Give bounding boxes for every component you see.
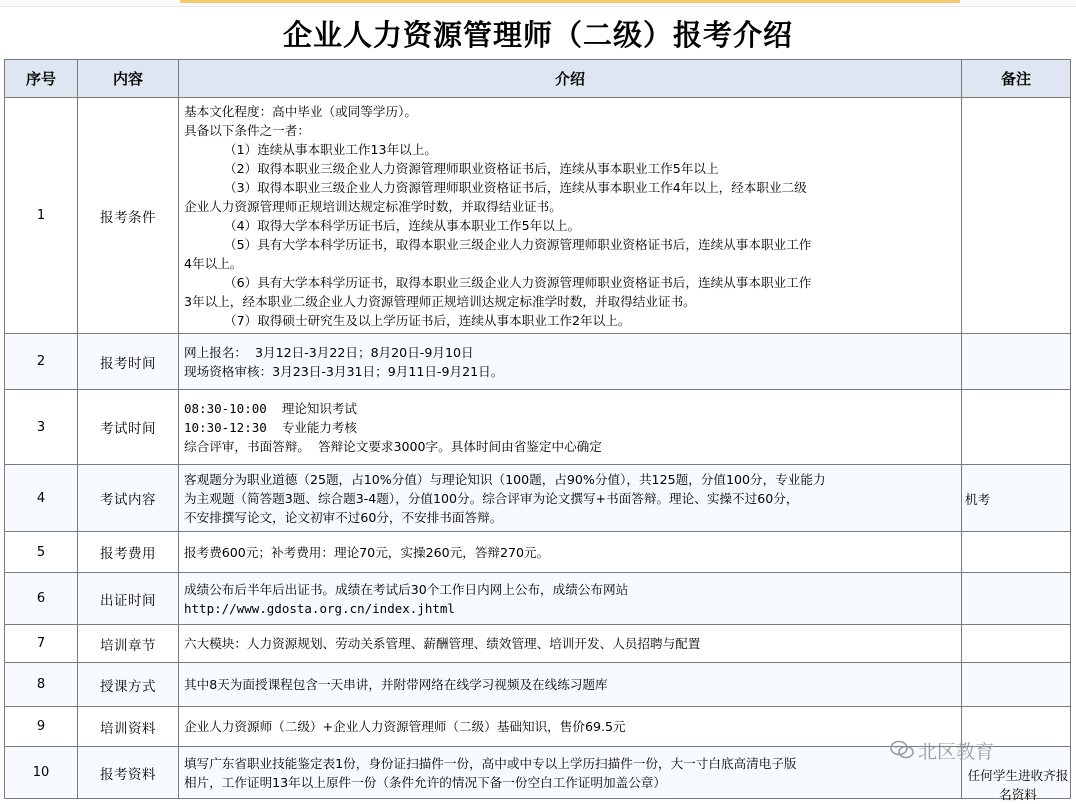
desc-line: 3年以上，经本职业二级企业人力资源管理师正规培训达规定标准学时数，并取得结业证书。	[184, 293, 696, 309]
row-note: 机考	[962, 465, 1071, 532]
desc-line: （3）取得本职业三级企业人力资源管理师职业资格证书后，连续从事本职业工作4年以上，经本职业二级	[224, 179, 807, 195]
desc-line: （6）具有大学本科学历证书，取得本职业三级企业人力资源管理师职业资格证书后，连续从事本职业工作	[224, 274, 812, 290]
row-item: 考试内容	[78, 465, 179, 532]
table-row	[5, 334, 1071, 390]
desc-line: 综合评审，书面答辩。 答辩论文要求3000字。具体时间由省鉴定中心确定	[184, 438, 602, 454]
row-item: 考试时间	[78, 390, 179, 465]
row-seq: 2	[5, 334, 78, 390]
row-note	[962, 532, 1071, 573]
header-row	[5, 60, 1071, 98]
top-accent-bar	[180, 0, 960, 3]
page-title: 企业人力资源管理师（二级）报考介绍	[282, 17, 793, 52]
row-seq: 6	[5, 573, 78, 625]
desc-line: 填写广东省职业技能鉴定表1份，身份证扫描件一份，高中或中专以上学历扫描件一份，大一寸白底高清电子版	[184, 755, 797, 771]
row-desc	[179, 663, 962, 707]
desc-line: 10:30-12:30 专业能力考核	[184, 419, 357, 435]
row-note	[962, 625, 1071, 663]
row-desc	[179, 707, 962, 747]
row-desc	[179, 334, 962, 390]
desc-line: http://www.gdosta.org.cn/index.jhtml	[184, 600, 455, 616]
row-item: 培训资料	[78, 707, 179, 747]
row-item: 报考条件	[78, 98, 179, 334]
row-seq: 5	[5, 532, 78, 573]
row-note-last: 任何学生进收齐报名资料	[967, 768, 1069, 802]
desc-line: 为主观题（简答题3题、综合题3-4题），分值100分。综合评审为论文撰写+书面答辩。理论、实操不过60分，	[184, 490, 799, 506]
wechat-icon	[890, 740, 914, 760]
row-desc	[179, 532, 962, 573]
table-row	[5, 532, 1071, 573]
header-desc: 介绍	[179, 60, 962, 98]
row-item: 报考费用	[78, 532, 179, 573]
desc-line: 08:30-10:00 理论知识考试	[184, 400, 357, 416]
header-note: 备注	[962, 60, 1071, 98]
desc-line: 报考费600元；补考费用：理论70元，实操260元，答辩270元。	[184, 544, 550, 560]
header-seq: 序号	[5, 60, 78, 98]
desc-line: 六大模块：人力资源规划、劳动关系管理、薪酬管理、绩效管理、培训开发、人员招聘与配置	[184, 636, 701, 651]
row-desc	[179, 98, 962, 334]
desc-line: 其中8天为面授课程包含一天串讲，并附带网络在线学习视频及在线练习题库	[184, 677, 608, 692]
table-row	[5, 573, 1071, 625]
row-note	[962, 334, 1071, 390]
row-seq: 3	[5, 390, 78, 465]
top-strip	[0, 0, 1076, 7]
desc-line: （1）连续从事本职业工作13年以上。	[224, 141, 437, 157]
desc-line: 现场资格审核：3月23日-3月31日；9月11日-9月21日。	[184, 363, 504, 379]
row-note	[962, 98, 1071, 334]
row-seq: 1	[5, 98, 78, 334]
desc-line: 具备以下条件之一者：	[184, 122, 310, 138]
desc-line: 不安排撰写论文，论文初审不过60分，不安排书面答辩。	[184, 509, 503, 525]
row-item: 培训章节	[78, 625, 179, 663]
desc-line: 企业人力资源师（二级）+企业人力资源管理师（二级）基础知识，售价69.5元	[184, 719, 626, 734]
watermark	[890, 737, 1076, 763]
row-desc	[179, 747, 962, 799]
header-item: 内容	[78, 60, 179, 98]
desc-line: 企业人力资源管理师正规培训达规定标准学时数，并取得结业证书。	[184, 198, 562, 214]
info-table	[4, 59, 1071, 799]
table-row	[5, 98, 1071, 334]
row-item: 报考时间	[78, 334, 179, 390]
row-seq: 4	[5, 465, 78, 532]
row-seq: 8	[5, 663, 78, 707]
watermark-text: 北区教育	[918, 740, 995, 763]
desc-line: 客观题分为职业道德（25题，占10%分值）与理论知识（100题，占90%分值），共125题，分值100分，专业能力	[184, 471, 826, 487]
row-seq: 9	[5, 707, 78, 747]
row-seq: 7	[5, 625, 78, 663]
row-note	[962, 573, 1071, 625]
desc-line: 4年以上。	[184, 255, 243, 271]
row-desc	[179, 573, 962, 625]
table-row	[5, 390, 1071, 465]
row-note	[962, 663, 1071, 707]
desc-line: （2）取得本职业三级企业人力资源管理师职业资格证书后，连续从事本职业工作5年以上	[224, 160, 719, 176]
row-seq: 10	[5, 747, 78, 799]
desc-line: 网上报名： 3月12日-3月22日；8月20日-9月10日	[184, 344, 474, 360]
row-item: 授课方式	[78, 663, 179, 707]
row-desc	[179, 625, 962, 663]
row-item: 出证时间	[78, 573, 179, 625]
row-note	[962, 390, 1071, 465]
desc-line: 成绩公布后半年后出证书。成绩在考试后30个工作日内网上公布，成绩公布网站	[184, 581, 629, 597]
desc-line: （4）取得大学本科学历证书后，连续从事本职业工作5年以上。	[224, 217, 581, 233]
desc-line: （5）具有大学本科学历证书，取得本职业三级企业人力资源管理师职业资格证书后，连续从事本职业工作	[224, 236, 812, 252]
desc-line: （7）取得硕士研究生及以上学历证书后，连续从事本职业工作2年以上。	[224, 312, 631, 328]
table-row	[5, 465, 1071, 532]
table-row	[5, 625, 1071, 663]
desc-line: 基本文化程度：高中毕业（或同等学历）。	[184, 103, 417, 119]
desc-line: 相片，工作证明13年以上原件一份（条件允许的情况下备一份空白工作证明加盖公章）	[184, 774, 666, 790]
table-row	[5, 663, 1071, 707]
row-item: 报考资料	[78, 747, 179, 799]
row-desc	[179, 390, 962, 465]
row-desc	[179, 465, 962, 532]
